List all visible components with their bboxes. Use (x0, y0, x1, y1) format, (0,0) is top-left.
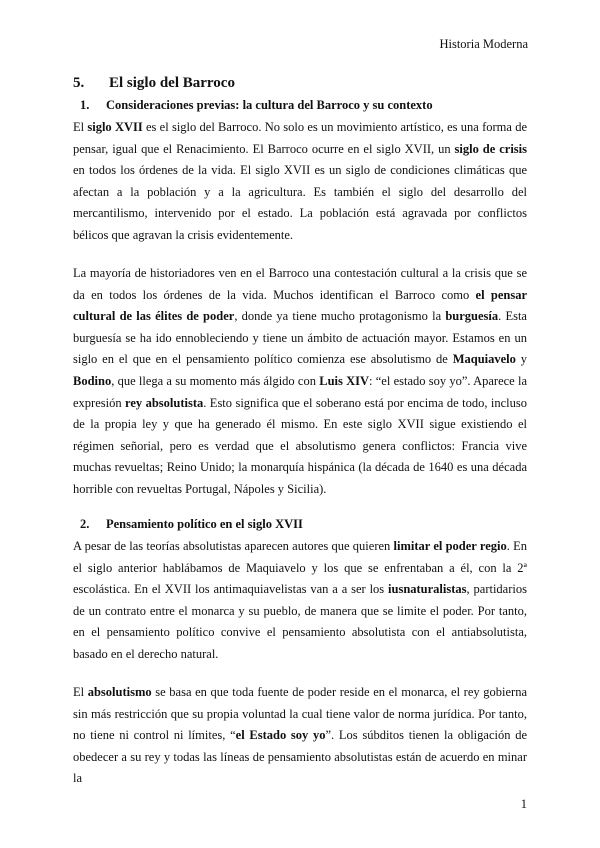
text-run: , donde ya tiene mucho protagonismo la (234, 309, 446, 324)
text-run: . Esto significa que el soberano está por encima de todo, incluso de la propia ley y que ha generado él mismo. En este siglo XVII sigue existiendo el régimen señorial, pero es verdad que el absolutismo genera conflictos: Francia vive muchas revueltas; Reino Unido; la monarquía hispánica (la década de 1640 es una década horrible con revueltas Portugal, Nápoles y Sicilia). (73, 395, 527, 496)
text-run: . Esta burguesía se ha ido ennobleciendo y tiene un ámbito de actuación mayor. Estamos en un siglo en el que en el pensamiento político comienza ese absolutismo de (73, 309, 527, 367)
bold-term: burguesía (445, 309, 499, 324)
text-run: se basa en que toda fuente de poder reside en el monarca, el rey gobierna sin más restricción que su propia voluntad la cual tiene valor de norma jurídica. Por tanto, no tiene ni control ni límites, “ (73, 685, 528, 743)
text-run: El (73, 120, 88, 134)
bold-term: Bodino (73, 373, 112, 388)
bold-term: el Estado soy yo (235, 728, 326, 743)
section-number: 5. (73, 75, 85, 91)
bold-term: el pensar cultural de las élites de poder (73, 287, 528, 324)
paragraph-4 (73, 682, 527, 790)
bold-term: Luis XIV (319, 373, 370, 388)
paragraph-2 (73, 263, 527, 501)
bold-term: iusnaturalistas (388, 582, 467, 597)
text-run: ”. Los súbditos tienen la obligación de obedecer a su rey y todas las líneas de pensamiento absolutistas están de acuerdo en minar la (73, 728, 527, 786)
section-heading (73, 75, 235, 92)
subsection-title: Pensamiento político en el siglo XVII (106, 517, 303, 531)
text-run: A pesar de las teorías absolutistas aparecen autores que quieren (73, 539, 394, 553)
subsection-heading-1 (80, 98, 433, 113)
subsection-title: Consideraciones previas: la cultura del Barroco y su contexto (106, 98, 433, 112)
text-run: El (73, 685, 88, 699)
paragraph-1 (73, 117, 527, 247)
subsection-number: 1. (80, 98, 90, 112)
text-run: , partidarios de un contrato entre el monarca y su pueblo, de manera que se limite el poder. Por tanto, en el pensamiento político convive el pensamiento absolutista con el antiabsolutista, basado en el derecho natural. (73, 582, 527, 661)
bold-term: siglo XVII (87, 120, 143, 134)
section-title: El siglo del Barroco (109, 75, 235, 91)
bold-term: rey absolutista (125, 395, 204, 410)
running-header: Historia Moderna (439, 37, 528, 51)
text-run: : “el estado soy yo”. Aparece la expresión (73, 373, 527, 410)
subsection-number: 2. (80, 517, 90, 531)
text-run: . En el siglo anterior hablábamos de Maquiavelo y los que se enfrentaban a él, con la 2ª escolástica. En el XVII los antimaquiavelistas van a a ser los (73, 539, 527, 597)
subsection-heading-2 (80, 517, 303, 532)
text-run: , que llega a su momento más álgido con (111, 373, 320, 388)
bold-term: absolutismo (87, 685, 152, 699)
text-run: en todos los órdenes de la vida. El siglo XVII es un siglo de condiciones climáticas que afectan a la población y a la agricultura. Es también el siglo del desarrollo del mercantilismo, intervenido por el estado. La población está agravada por conflictos bélicos que agravan la crisis evidentemente. (73, 163, 527, 242)
page-number: 1 (520, 797, 527, 811)
text-run: La mayoría de historiadores ven en el Barroco una contestación cultural a la crisis que se da en todos los órdenes de la vida. Muchos identifican el Barroco como (73, 266, 527, 302)
text-run: y (515, 352, 527, 367)
bold-term: siglo de crisis (454, 141, 527, 156)
paragraph-3 (73, 536, 527, 666)
bold-term: Maquiavelo (452, 352, 516, 367)
text-run: es el siglo del Barroco. No solo es un movimiento artístico, es una forma de pensar, igual que el Renacimiento. El Barroco ocurre en el siglo XVII, un (73, 120, 527, 156)
bold-term: limitar el poder regio (393, 539, 507, 553)
